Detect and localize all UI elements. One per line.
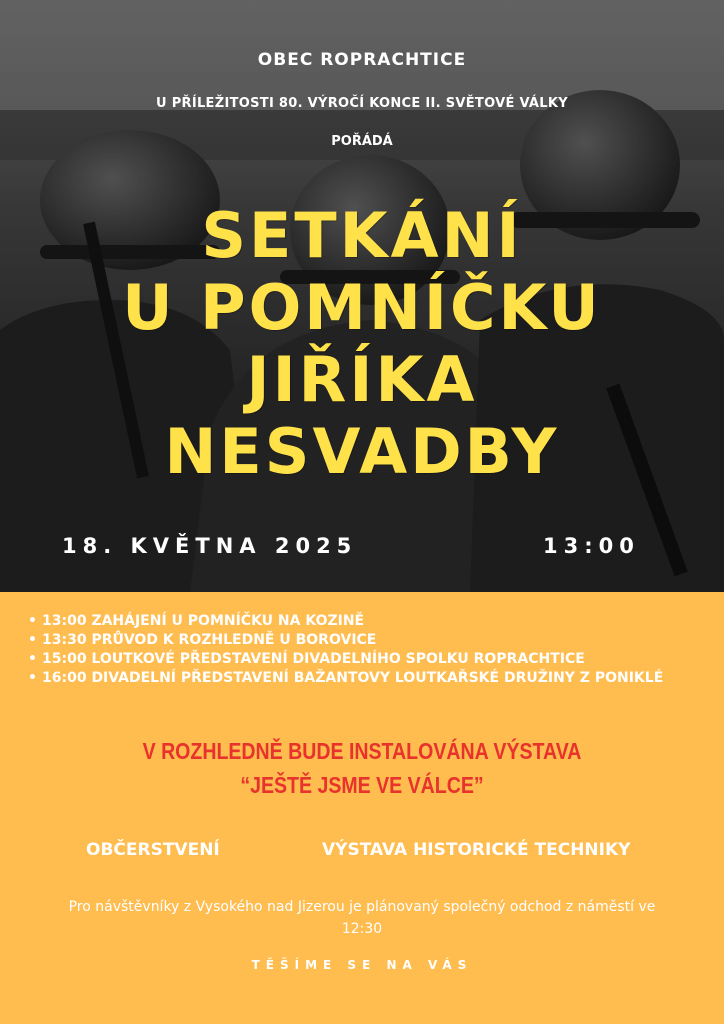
program-list (28, 612, 712, 688)
exhibition-line-2: “JEŠTĚ JSME VE VÁLCE” (240, 772, 484, 798)
program-item: • 16:00 DIVADELNÍ PŘEDSTAVENÍ BAŽANTOVY LOUTKAŘSKÉ DRUŽINY Z PONIKLÉ (28, 669, 712, 688)
exhibition-line-1: V ROZHLEDNĚ BUDE INSTALOVÁNA VÝSTAVA (142, 738, 582, 764)
event-title (0, 200, 724, 488)
exhibition-announcement (54, 734, 669, 802)
title-line-3: JIŘÍKA (246, 343, 478, 416)
program-item: • 13:00 ZAHÁJENÍ U POMNÍČKU NA KOZINĚ (28, 612, 712, 631)
departure-note: Pro návštěvníky z Vysokého nad Jizerou je plánovaný společný odchod z náměstí ve 12:30 (68, 899, 656, 937)
title-line-2: U POMNÍČKU (122, 271, 602, 344)
closing-greeting: TĚŠÍME SE NA VÁS (251, 958, 473, 972)
technology-exhibit-label: VÝSTAVA HISTORICKÉ TECHNIKY (322, 840, 631, 860)
organizes-label: POŘÁDÁ (331, 134, 393, 149)
program-item: • 13:30 PRŮVOD K ROZHLEDNĚ U BOROVICE (28, 631, 712, 650)
organizer-name: OBEC ROPRACHTICE (257, 50, 467, 70)
refreshments-label: OBČERSTVENÍ (86, 840, 220, 860)
title-line-1: SETKÁNÍ (201, 199, 523, 272)
program-item: • 15:00 LOUTKOVÉ PŘEDSTAVENÍ DIVADELNÍHO SPOLKU ROPRACHTICE (28, 650, 712, 669)
event-date: 18. KVĚTNA 2025 (62, 534, 358, 558)
occasion-line: U PŘÍLEŽITOSTI 80. VÝROČÍ KONCE II. SVĚTOVÉ VÁLKY (156, 96, 568, 111)
event-time: 13:00 (543, 534, 640, 558)
title-line-4: NESVADBY (164, 415, 560, 488)
